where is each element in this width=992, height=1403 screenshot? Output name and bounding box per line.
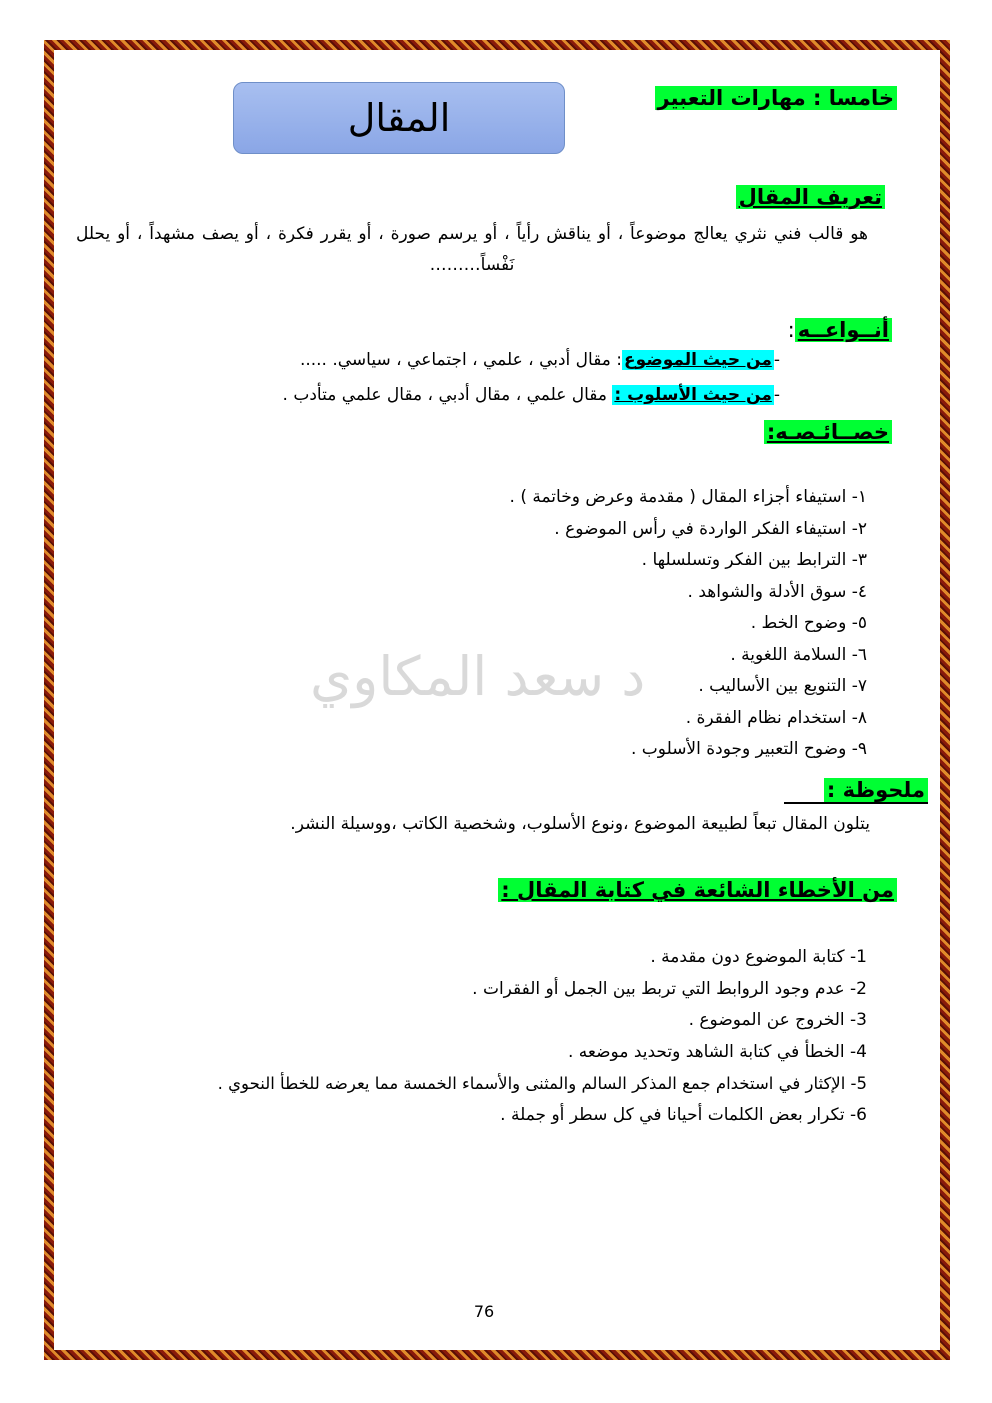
list-item: ٧- التنويع بين الأساليب . [698,676,867,696]
type-item-style [283,385,780,405]
list-item: ٩- وضوح التعبير وجودة الأسلوب . [630,739,867,759]
watermark: د سعد المكاوي [310,645,646,708]
list-item: ١- استيفاء أجزاء المقال ( مقدمة وعرض وخاتمة ) . [509,487,867,507]
type-dash: - [773,385,780,405]
section-heading [655,86,897,110]
type-text: مقال علمي ، مقال أدبي ، مقال علمي متأدب . [282,385,613,405]
types-heading-text: أنــواعــه [795,318,892,342]
mistakes-list [218,942,867,1131]
type-dash: - [773,350,780,370]
types-heading [788,318,892,342]
types-heading-colon: : [787,318,795,342]
page-number: 76 [473,1302,495,1321]
list-item: ٦- السلامة اللغوية . [730,644,867,665]
definition-heading [736,185,885,209]
note-text: يتلون المقال تبعاً لطبيعة الموضوع ،ونوع الأسلوب، وشخصية الكاتب ،ووسيلة النشر. [290,814,870,834]
list-item: ٥- وضوح الخط . [750,613,867,633]
list-item: 2- عدم وجود الروابط التي تربط بين الجمل أو الفقرات . [472,978,867,999]
mistakes-heading-text: من الأخطاء الشائعة في كتابة المقال : [498,878,897,902]
characteristics-list [510,482,867,766]
list-item: 1- كتابة الموضوع دون مقدمة . [650,947,867,967]
type-item-subject [300,350,780,370]
note-heading-text: ملحوظة : [824,778,928,802]
characteristics-heading-text: خصــائـصـه: [764,420,892,444]
mistakes-heading [498,878,897,902]
note-heading [784,778,928,804]
type-label: من حيث الأسلوب : [614,385,772,405]
title-box [233,82,565,154]
list-item: ٤- سوق الأدلة والشواهد . [687,581,867,602]
characteristics-heading [764,420,892,444]
list-item: 3- الخروج عن الموضوع . [688,1010,867,1030]
list-item: ٨- استخدام نظام الفقرة . [685,707,867,728]
list-item: ٢- استيفاء الفكر الواردة في رأس الموضوع . [554,518,867,539]
type-text: : مقال أدبي ، علمي ، اجتماعي ، سياسي. ..... [299,350,623,370]
list-item: 5- الإكثار في استخدام جمع المذكر السالم والمثنى والأسماء الخمسة مما يعرضه للخطأ النحوي . [217,1074,867,1093]
definition-heading-text: تعريف المقال [736,185,885,209]
list-item: 4- الخطأ في كتابة الشاهد وتحديد موضعه . [567,1041,867,1062]
definition-text: هو قالب فني نثري يعالج موضوعاً ، أو يناقش رأياً ، أو يرسم صورة ، أو يقرر فكرة ، أو يصف مشهداً ، أو يحلل نَفْساً……… [76,224,868,275]
list-item: 6- تكرار بعض الكلمات أحيانا في كل سطر أو جملة . [500,1104,867,1125]
title-text: المقال [347,96,451,140]
type-label: من حيث الموضوع [624,350,772,370]
section-heading-text: خامسا : مهارات التعبير [655,86,897,110]
list-item: ٣- الترابط بين الفكر وتسلسلها . [641,550,867,570]
